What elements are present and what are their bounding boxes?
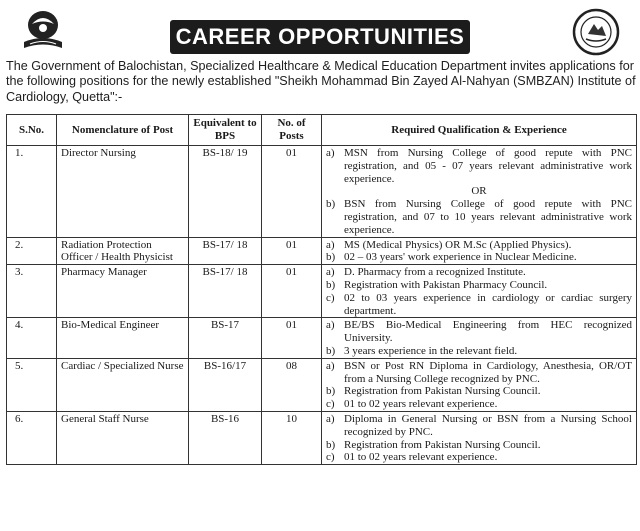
qualification-item	[326, 319, 632, 345]
qualification-cell	[322, 411, 637, 464]
qualification-label: b)	[326, 251, 336, 264]
qualification-text: BSN from Nursing College of good repute with PNC registration, and 07 to 10 years relevant administrative work experience.	[344, 198, 632, 236]
qualification-label: b)	[326, 385, 336, 398]
post-cell: Cardiac / Specialized Nurse	[57, 358, 189, 411]
qualification-text: 01 to 02 years relevant experience.	[344, 398, 498, 411]
qualification-item	[326, 147, 632, 185]
sno-cell: 5.	[7, 358, 57, 411]
qualification-label: c)	[326, 291, 335, 304]
post-cell: General Staff Nurse	[57, 411, 189, 464]
qualification-cell	[322, 265, 637, 318]
qualification-item	[326, 292, 632, 318]
title-banner	[170, 20, 470, 54]
qualification-item	[326, 451, 632, 464]
qualification-item	[326, 279, 632, 292]
qualification-text: 02 – 03 years' work experience in Nuclear Medicine.	[344, 251, 577, 264]
qualification-cell	[322, 318, 637, 358]
bps-cell: BS-17	[189, 318, 262, 358]
qualification-text: 01 to 02 years relevant experience.	[344, 451, 498, 464]
bps-cell: BS-17/ 18	[189, 265, 262, 318]
posts-cell: 10	[262, 411, 322, 464]
qualification-text: 02 to 03 years experience in cardiology or cardiac surgery department.	[344, 291, 632, 317]
table-row	[7, 237, 637, 265]
qualification-item	[326, 239, 632, 252]
qualification-label: b)	[326, 278, 336, 291]
table-row	[7, 265, 637, 318]
post-cell: Bio-Medical Engineer	[57, 318, 189, 358]
posts-cell: 08	[262, 358, 322, 411]
qualification-label: c)	[326, 451, 335, 464]
page-title: CAREER OPPORTUNITIES	[175, 24, 465, 49]
qualification-item	[326, 198, 632, 236]
post-cell: Pharmacy Manager	[57, 265, 189, 318]
qualification-label: a)	[326, 319, 335, 332]
qualification-text: 3 years experience in the relevant field.	[344, 344, 518, 357]
qualification-text: D. Pharmacy from a recognized Institute.	[344, 266, 526, 279]
qualification-item	[326, 345, 632, 358]
qualification-label: a)	[326, 147, 335, 159]
balochistan-emblem-icon	[18, 8, 68, 52]
qualification-text: Registration with Pakistan Pharmacy Council.	[344, 278, 548, 291]
qualification-label: a)	[326, 238, 335, 251]
table-row	[7, 411, 637, 464]
qualification-text: Registration from Pakistan Nursing Council.	[344, 438, 541, 451]
qualification-cell	[322, 146, 637, 238]
qualification-label: a)	[326, 359, 335, 372]
posts-cell: 01	[262, 146, 322, 238]
sno-cell: 2.	[7, 237, 57, 265]
qualification-label: a)	[326, 412, 335, 425]
qualification-label: b)	[326, 438, 336, 451]
qualification-text: MS (Medical Physics) OR M.Sc (Applied Physics).	[344, 238, 572, 251]
post-cell: Director Nursing	[57, 146, 189, 238]
qualification-item	[326, 385, 632, 398]
qualification-text: Diploma in General Nursing or BSN from a Nursing School recognized by PNC.	[344, 412, 632, 438]
table-row	[7, 146, 637, 238]
posts-cell: 01	[262, 237, 322, 265]
or-separator: OR	[471, 185, 487, 198]
qualification-item	[326, 439, 632, 452]
qualification-text: BSN or Post RN Diploma in Cardiology, Anesthesia, OR/OT from a Nursing College recognized by PNC.	[344, 359, 632, 385]
qualification-text: MSN from Nursing College of good repute with PNC registration, and 05 - 07 years relevant administrative work experience.	[344, 147, 632, 185]
intro-paragraph: The Government of Balochistan, Specialized Healthcare & Medical Education Department invites applications for the following positions for the newly established "Sheikh Mohammad Bin Zayed Al-Nahyan (SMBZAN) Institute of Cardiology, Quetta":-	[6, 59, 636, 104]
table-header-row	[7, 115, 637, 146]
header	[0, 0, 640, 60]
sno-cell: 3.	[7, 265, 57, 318]
table-row	[7, 318, 637, 358]
qualification-cell	[322, 358, 637, 411]
bps-cell: BS-16/17	[189, 358, 262, 411]
positions-table	[6, 114, 637, 465]
table-row	[7, 358, 637, 411]
qualification-item	[326, 413, 632, 439]
qualification-label: b)	[326, 344, 336, 357]
bps-cell: BS-16	[189, 411, 262, 464]
bps-cell: BS-17/ 18	[189, 237, 262, 265]
col-header-post: Nomenclature of Post	[57, 115, 189, 146]
col-header-sno: S.No.	[7, 115, 57, 146]
posts-cell: 01	[262, 265, 322, 318]
sno-cell: 1.	[7, 146, 57, 238]
institute-seal-icon	[572, 8, 620, 56]
qualification-label: b)	[326, 198, 336, 211]
col-header-bps: Equivalent to BPS	[189, 115, 262, 146]
qualification-item	[326, 360, 632, 386]
qualification-label: a)	[326, 266, 335, 279]
qualification-label: c)	[326, 398, 335, 411]
sno-cell: 6.	[7, 411, 57, 464]
qualification-text: Registration from Pakistan Nursing Council.	[344, 385, 541, 398]
bps-cell: BS-18/ 19	[189, 146, 262, 238]
qualification-item	[326, 266, 632, 279]
col-header-qualification: Required Qualification & Experience	[322, 115, 637, 146]
col-header-posts: No. of Posts	[262, 115, 322, 146]
qualification-item	[326, 251, 632, 264]
qualification-cell	[322, 237, 637, 265]
qualification-item	[326, 398, 632, 411]
sno-cell: 4.	[7, 318, 57, 358]
post-cell: Radiation Protection Officer / Health Physicist	[57, 237, 189, 265]
posts-cell: 01	[262, 318, 322, 358]
qualification-text: BE/BS Bio-Medical Engineering from HEC recognized University.	[344, 319, 632, 345]
